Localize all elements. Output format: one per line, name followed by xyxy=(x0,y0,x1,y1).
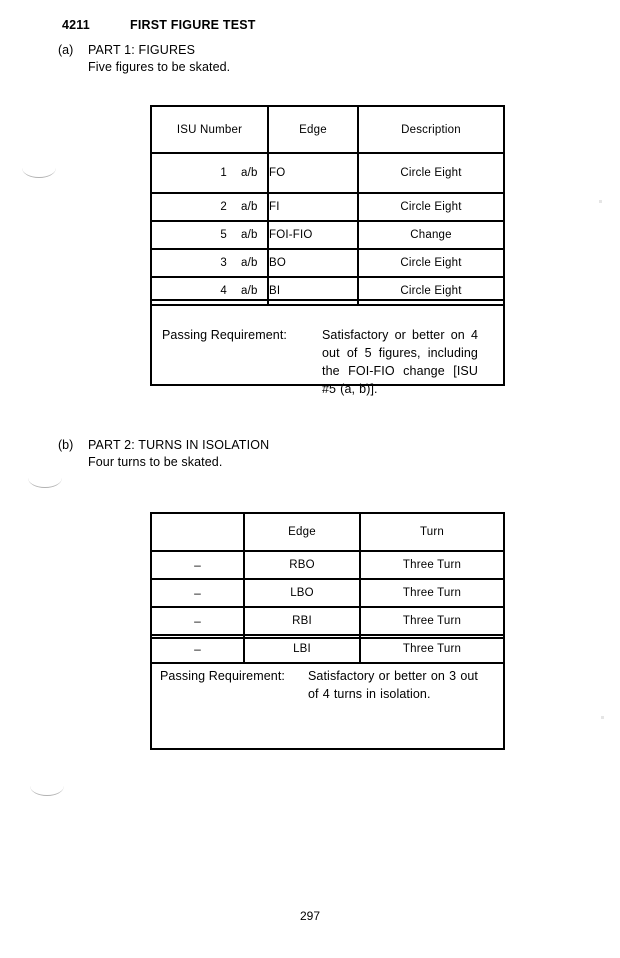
turns-table xyxy=(150,512,505,750)
cell-description: Change xyxy=(358,221,503,249)
passing-requirement-label: Passing Requirement: xyxy=(160,669,285,683)
isu-ab: a/b xyxy=(241,285,258,297)
isu-index: 5 xyxy=(220,229,227,241)
table-row xyxy=(152,607,503,635)
turns-passing-requirement xyxy=(152,637,503,748)
cell-dash: – xyxy=(152,635,244,663)
isu-ab: a/b xyxy=(241,201,258,213)
figures-table xyxy=(150,105,505,396)
cell-description: Circle Eight xyxy=(358,249,503,277)
cell-isu-number xyxy=(152,221,268,249)
scan-artifact-speck xyxy=(601,716,604,719)
cell-isu-number xyxy=(152,153,268,193)
cell-dash: – xyxy=(152,579,244,607)
cell-edge: BO xyxy=(268,249,358,277)
table-row xyxy=(152,579,503,607)
cell-edge: RBO xyxy=(244,551,360,579)
cell-isu-number xyxy=(152,249,268,277)
isu-ab: a/b xyxy=(241,229,258,241)
cell-edge: LBI xyxy=(244,635,360,663)
cell-description: Circle Eight xyxy=(358,193,503,221)
passing-requirement-text: Satisfactory or better on 4 out of 5 figures, including the FOI-FIO change [ISU #5 (a, b)]. xyxy=(322,328,478,396)
isu-index: 3 xyxy=(220,257,227,269)
cell-dash: – xyxy=(152,551,244,579)
isu-ab: a/b xyxy=(241,167,258,179)
part-a-subtitle: Five figures to be skated. xyxy=(88,60,231,74)
cell-edge: FOI-FIO xyxy=(268,221,358,249)
table-row xyxy=(152,249,503,277)
isu-index: 2 xyxy=(220,201,227,213)
cell-turn: Three Turn xyxy=(360,579,503,607)
table-row xyxy=(152,221,503,249)
cell-edge: FO xyxy=(268,153,358,193)
passing-requirement-text: Satisfactory or better on 3 out of 4 turns in isolation. xyxy=(308,669,478,701)
header-blank xyxy=(152,514,244,551)
cell-dash: – xyxy=(152,607,244,635)
table-row xyxy=(152,153,503,193)
table-row xyxy=(152,193,503,221)
part-a-marker: (a) xyxy=(58,43,74,57)
scan-artifact-mark xyxy=(28,478,62,488)
cell-edge: RBI xyxy=(244,607,360,635)
cell-turn: Three Turn xyxy=(360,607,503,635)
scan-artifact-mark xyxy=(30,786,64,796)
cell-edge: LBO xyxy=(244,579,360,607)
page-number: 297 xyxy=(299,909,321,923)
section-heading xyxy=(62,18,256,32)
part-b-subtitle: Four turns to be skated. xyxy=(88,455,223,469)
part-b-block xyxy=(58,437,269,471)
figures-grid xyxy=(152,107,503,306)
isu-ab: a/b xyxy=(241,257,258,269)
part-a-title: PART 1: FIGURES xyxy=(88,43,196,57)
cell-turn: Three Turn xyxy=(360,635,503,663)
header-edge: Edge xyxy=(244,514,360,551)
passing-requirement-label: Passing Requirement: xyxy=(162,328,287,342)
cell-isu-number xyxy=(152,193,268,221)
part-a-block xyxy=(58,42,230,76)
header-description: Description xyxy=(358,107,503,153)
figures-passing-requirement xyxy=(152,299,503,396)
header-isu-number: ISU Number xyxy=(152,107,268,153)
table-header-row xyxy=(152,107,503,153)
scan-artifact-speck xyxy=(599,200,602,203)
header-edge: Edge xyxy=(268,107,358,153)
section-title: FIRST FIGURE TEST xyxy=(130,18,256,32)
isu-index: 4 xyxy=(220,285,227,297)
header-turn: Turn xyxy=(360,514,503,551)
part-b-marker: (b) xyxy=(58,438,74,452)
cell-description: Circle Eight xyxy=(358,153,503,193)
table-header-row xyxy=(152,514,503,551)
cell-turn: Three Turn xyxy=(360,551,503,579)
scan-artifact-mark xyxy=(22,168,56,178)
part-b-title: PART 2: TURNS IN ISOLATION xyxy=(88,438,270,452)
cell-edge: BI xyxy=(268,277,358,305)
section-number: 4211 xyxy=(62,18,90,32)
cell-edge: FI xyxy=(268,193,358,221)
isu-index: 1 xyxy=(220,167,227,179)
cell-description: Circle Eight xyxy=(358,277,503,305)
table-row xyxy=(152,551,503,579)
